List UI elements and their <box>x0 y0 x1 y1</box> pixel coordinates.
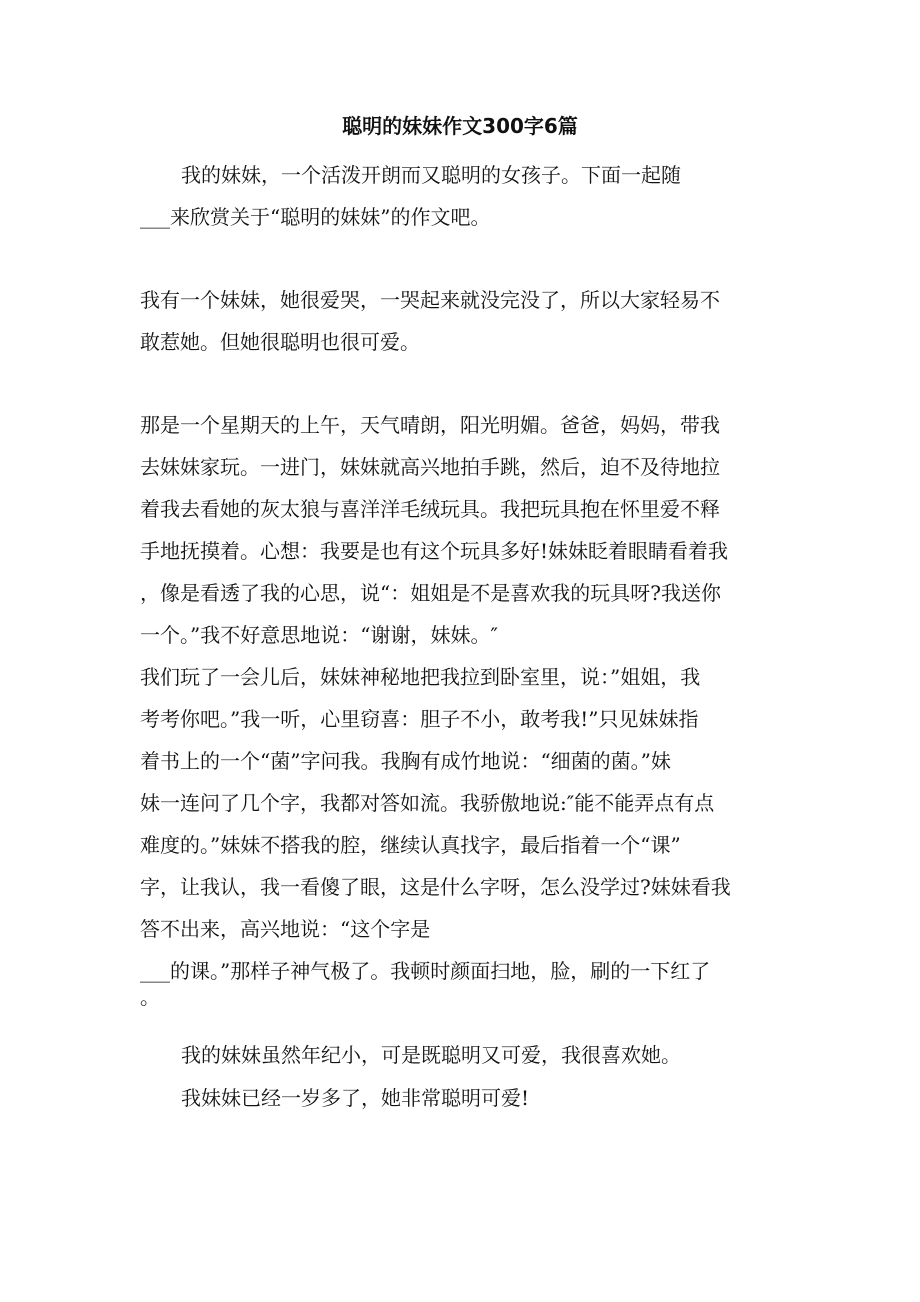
paragraph-3-line-3: 着书上的一个“菌”字问我。我胸有成竹地说：“细菌的菌。”妹 <box>140 749 671 773</box>
paragraph-3-line-1: 我们玩了一会儿后，妹妹神秘地把我拉到卧室里，说：”姐姐，我 <box>140 665 701 689</box>
paragraph-2-line-2: 去妹妹家玩。一进门，妹妹就高兴地拍手跳，然后，迫不及待地拉 <box>140 455 720 479</box>
paragraph-3-line-9: 。 <box>140 985 160 1009</box>
paragraph-2-line-1: 那是一个星期天的上午，天气晴朗，阳光明媚。爸爸，妈妈，带我 <box>140 413 720 437</box>
paragraph-2-line-4: 手地抚摸着。心想：我要是也有这个玩具多好!妹妹眨着眼睛看着我 <box>140 539 729 563</box>
paragraph-3-line-8: ___的课。”那样子神气极了。我顿时颜面扫地，脸，刷的一下红了 <box>140 959 711 983</box>
paragraph-2-line-5: ，像是看透了我的心思，说“：姐姐是不是喜欢我的玩具呀?我送你 <box>140 581 721 605</box>
paragraph-1-line-1: 我有一个妹妹，她很爱哭，一哭起来就没完没了，所以大家轻易不 <box>140 288 720 312</box>
paragraph-3-line-7: 答不出来，高兴地说：“这个字是 <box>140 917 431 941</box>
paragraph-3-line-4: 妹一连问了几个字，我都对答如流。我骄傲地说:″能不能弄点有点 <box>140 791 715 815</box>
intro-line-2: ___来欣赏关于“聪明的妹妹”的作文吧。 <box>140 205 491 229</box>
document-title: 聪明的妹妹作文300字6篇 <box>342 114 578 138</box>
paragraph-3-line-5: 难度的。”妹妹不搭我的腔，继续认真找字，最后指着一个“课” <box>140 833 681 857</box>
paragraph-3-line-6: 字，让我认，我一看傻了眼，这是什么字呀，怎么没学过?妹妹看我 <box>140 875 731 899</box>
paragraph-2-line-3: 着我去看她的灰太狼与喜洋洋毛绒玩具。我把玩具抱在怀里爱不释 <box>140 497 720 521</box>
closing-line-2: 我妹妹已经一岁多了，她非常聪明可爱! <box>181 1086 530 1110</box>
closing-line-1: 我的妹妹虽然年纪小，可是既聪明又可爱，我很喜欢她。 <box>181 1043 681 1067</box>
paragraph-2-line-6: 一个。”我不好意思地说：“谢谢，妹妹。″ <box>140 623 498 647</box>
paragraph-3-line-2: 考考你吧。”我一听，心里窃喜：胆子不小，敢考我!”只见妹妹指 <box>140 707 699 731</box>
intro-line-1: 我的妹妹，一个活泼开朗而又聪明的女孩子。下面一起随 <box>181 163 681 187</box>
paragraph-1-line-2: 敢惹她。但她很聪明也很可爱。 <box>140 330 420 354</box>
